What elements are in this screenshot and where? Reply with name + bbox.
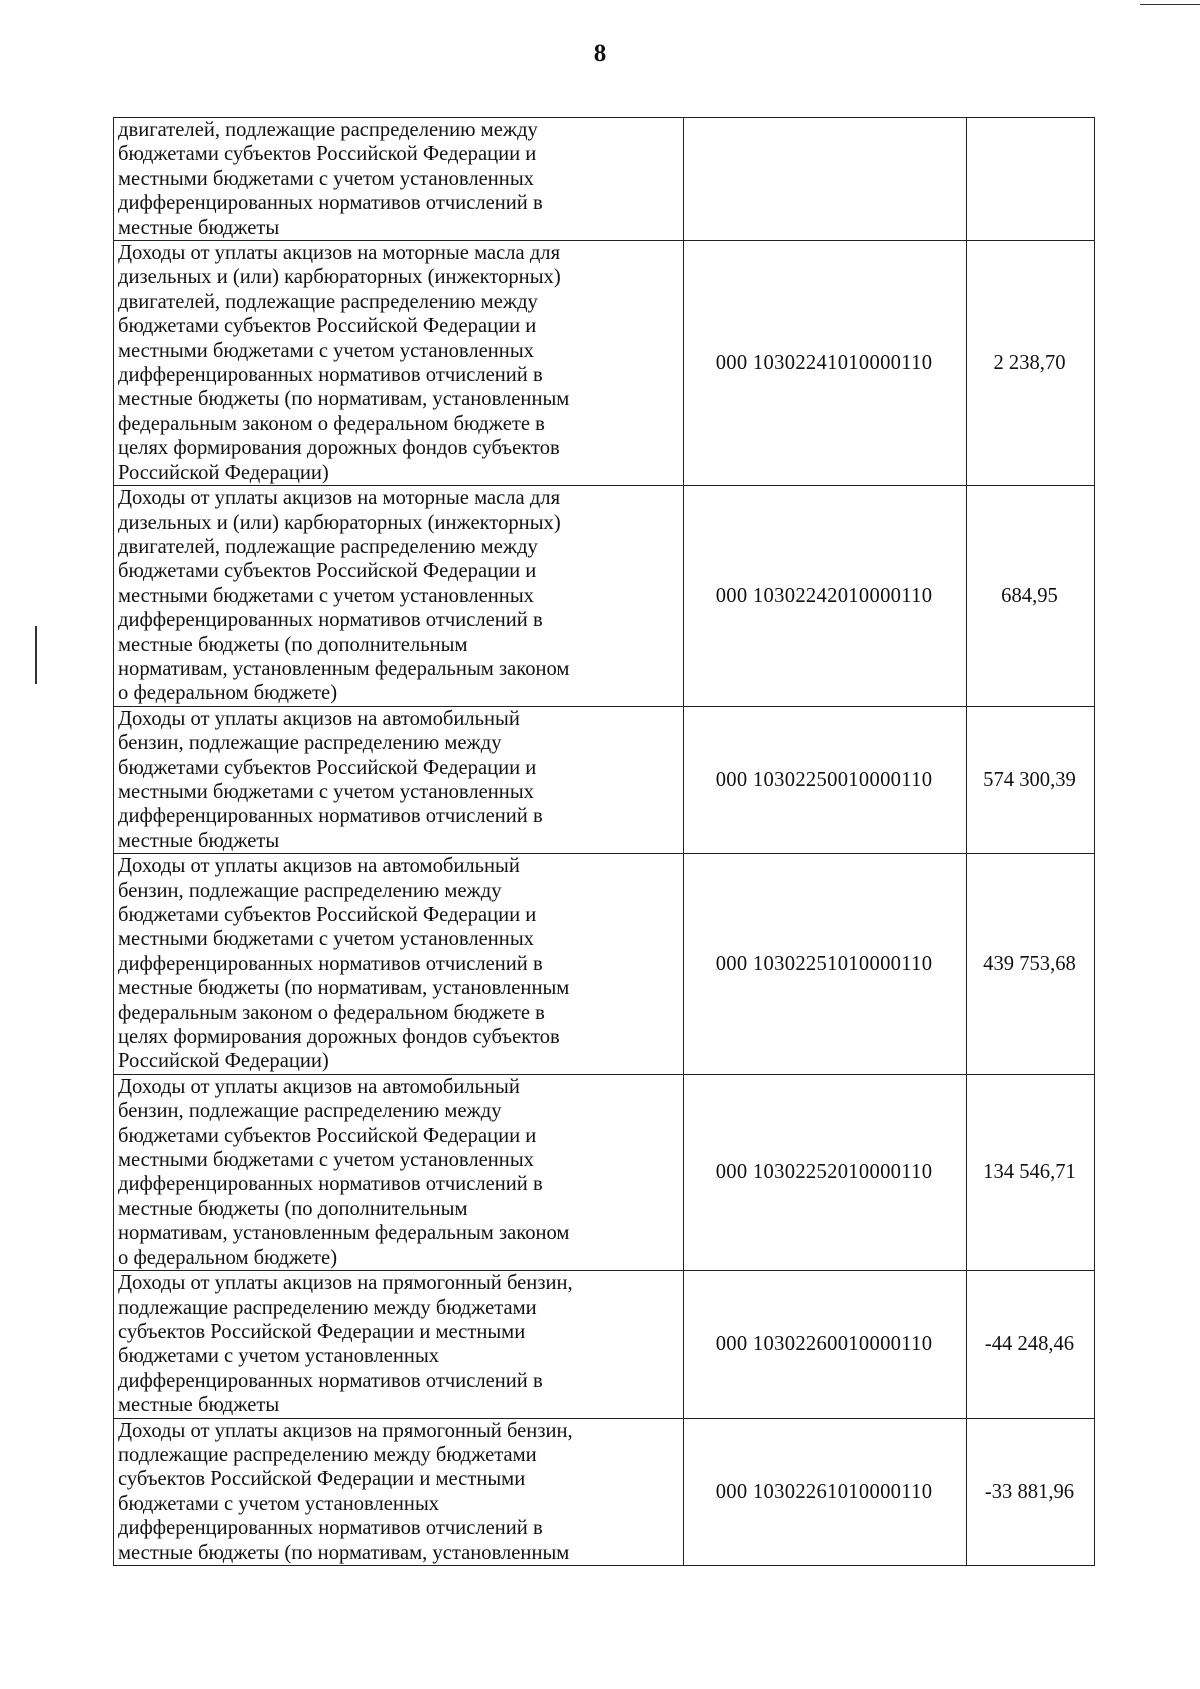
budget-classification-code <box>684 118 967 241</box>
income-description <box>114 1271 684 1418</box>
scan-edge-line <box>1140 4 1200 5</box>
amount-value: 574 300,39 <box>967 706 1095 853</box>
description-line: подлежащие распределению между бюджетами <box>118 1296 537 1319</box>
revenue-table-body <box>114 118 1095 1566</box>
description-line: местные бюджеты (по дополнительным <box>118 1197 468 1220</box>
income-description <box>114 1074 684 1270</box>
description-line: Доходы от уплаты акцизов на моторные масла для <box>118 487 561 510</box>
budget-classification-code: 000 10302252010000110 <box>684 1074 967 1270</box>
description-line: дифференцированных нормативов отчислений в <box>118 952 543 975</box>
description-line: бензин, подлежащие распределению между <box>118 879 502 902</box>
description-line: дифференцированных нормативов отчислений в <box>118 364 543 387</box>
description-line: о федеральном бюджете) <box>118 1246 338 1269</box>
budget-classification-code: 000 10302250010000110 <box>684 706 967 853</box>
description-line: бюджетами субъектов Российской Федерации и <box>118 1124 537 1147</box>
description-line: дизельных и (или) карбюраторных (инжекторных) <box>118 511 561 534</box>
description-line: дифференцированных нормативов отчислений в <box>118 192 543 215</box>
budget-classification-code: 000 10302261010000110 <box>684 1418 967 1565</box>
description-line: нормативам, установленным федеральным законом <box>118 657 570 680</box>
table-row <box>114 486 1095 707</box>
budget-classification-code: 000 10302242010000110 <box>684 486 967 707</box>
description-line: местные бюджеты <box>118 829 280 852</box>
description-line: местные бюджеты (по дополнительным <box>118 633 468 656</box>
amount-value: -33 881,96 <box>967 1418 1095 1565</box>
description-line: федеральным законом о федеральном бюджете в <box>118 412 545 435</box>
description-line: бюджетами с учетом установленных <box>118 1345 440 1368</box>
description-line: Доходы от уплаты акцизов на автомобильный <box>118 855 520 878</box>
description-line: дифференцированных нормативов отчислений в <box>118 609 543 632</box>
table-row <box>114 1074 1095 1270</box>
description-line: дифференцированных нормативов отчислений в <box>118 805 543 828</box>
description-line: Доходы от уплаты акцизов на прямогонный бензин, <box>118 1419 573 1442</box>
description-line: бензин, подлежащие распределению между <box>118 732 502 755</box>
table-row <box>114 1418 1095 1565</box>
description-line: местные бюджеты (по нормативам, установленным <box>118 1541 570 1564</box>
description-line: бюджетами субъектов Российской Федерации и <box>118 315 537 338</box>
page-number: 8 <box>593 40 607 67</box>
description-line: подлежащие распределению между бюджетами <box>118 1443 537 1466</box>
amount-value: 2 238,70 <box>967 241 1095 486</box>
table-row <box>114 1271 1095 1418</box>
description-line: местные бюджеты (по нормативам, установленным <box>118 977 570 1000</box>
description-line: местными бюджетами с учетом установленных <box>118 167 534 190</box>
table-row <box>114 854 1095 1075</box>
description-line: дифференцированных нормативов отчислений в <box>118 1517 543 1540</box>
description-line: целях формирования дорожных фондов субъектов <box>118 1026 560 1049</box>
description-line: двигателей, подлежащие распределению между <box>118 290 538 313</box>
description-line: Доходы от уплаты акцизов на прямогонный бензин, <box>118 1272 573 1295</box>
income-description <box>114 486 684 707</box>
description-line: местные бюджеты (по нормативам, установленным <box>118 388 570 411</box>
description-line: Доходы от уплаты акцизов на автомобильный <box>118 707 520 730</box>
description-line: дифференцированных нормативов отчислений в <box>118 1173 543 1196</box>
description-line: местными бюджетами с учетом установленных <box>118 780 534 803</box>
amount-value <box>967 118 1095 241</box>
description-line: местными бюджетами с учетом установленных <box>118 584 534 607</box>
description-line: нормативам, установленным федеральным законом <box>118 1222 570 1245</box>
income-description <box>114 854 684 1075</box>
description-line: бюджетами субъектов Российской Федерации и <box>118 904 537 926</box>
description-line: субъектов Российской Федерации и местными <box>118 1320 526 1343</box>
amount-value: 134 546,71 <box>967 1074 1095 1270</box>
income-description <box>114 1418 684 1565</box>
description-line: Доходы от уплаты акцизов на моторные масла для <box>118 242 561 265</box>
table-row <box>114 241 1095 486</box>
description-line: Российской Федерации) <box>118 1050 329 1073</box>
description-line: местные бюджеты <box>118 216 280 239</box>
amount-value: 439 753,68 <box>967 854 1095 1075</box>
margin-mark <box>35 626 37 684</box>
revenue-table <box>113 117 1095 1566</box>
description-line: бюджетами субъектов Российской Федерации и <box>118 756 537 779</box>
description-line: бюджетами субъектов Российской Федерации и <box>118 560 537 583</box>
description-line: целях формирования дорожных фондов субъектов <box>118 437 560 460</box>
description-line: местными бюджетами с учетом установленных <box>118 928 534 951</box>
description-line: Российской Федерации) <box>118 461 329 484</box>
description-line: бензин, подлежащие распределению между <box>118 1100 502 1123</box>
budget-classification-code: 000 10302241010000110 <box>684 241 967 486</box>
description-line: бюджетами субъектов Российской Федерации и <box>118 143 537 166</box>
table-row <box>114 706 1095 853</box>
description-line: местными бюджетами с учетом установленных <box>118 1149 534 1172</box>
budget-classification-code: 000 10302251010000110 <box>684 854 967 1075</box>
table-row <box>114 118 1095 241</box>
income-description <box>114 241 684 486</box>
amount-value: 684,95 <box>967 486 1095 707</box>
description-line: дизельных и (или) карбюраторных (инжекторных) <box>118 266 561 289</box>
description-line: местные бюджеты <box>118 1394 280 1417</box>
income-description <box>114 118 684 241</box>
amount-value: -44 248,46 <box>967 1271 1095 1418</box>
description-line: дифференцированных нормативов отчислений в <box>118 1369 543 1392</box>
budget-classification-code: 000 10302260010000110 <box>684 1271 967 1418</box>
description-line: двигателей, подлежащие распределению между <box>118 535 538 558</box>
description-line: о федеральном бюджете) <box>118 682 338 705</box>
description-line: местными бюджетами с учетом установленных <box>118 339 534 362</box>
income-description <box>114 706 684 853</box>
description-line: субъектов Российской Федерации и местными <box>118 1468 526 1491</box>
description-line: федеральным законом о федеральном бюджете в <box>118 1001 545 1024</box>
description-line: двигателей, подлежащие распределению между <box>118 119 538 141</box>
description-line: бюджетами с учетом установленных <box>118 1492 440 1515</box>
description-line: Доходы от уплаты акцизов на автомобильный <box>118 1075 520 1098</box>
